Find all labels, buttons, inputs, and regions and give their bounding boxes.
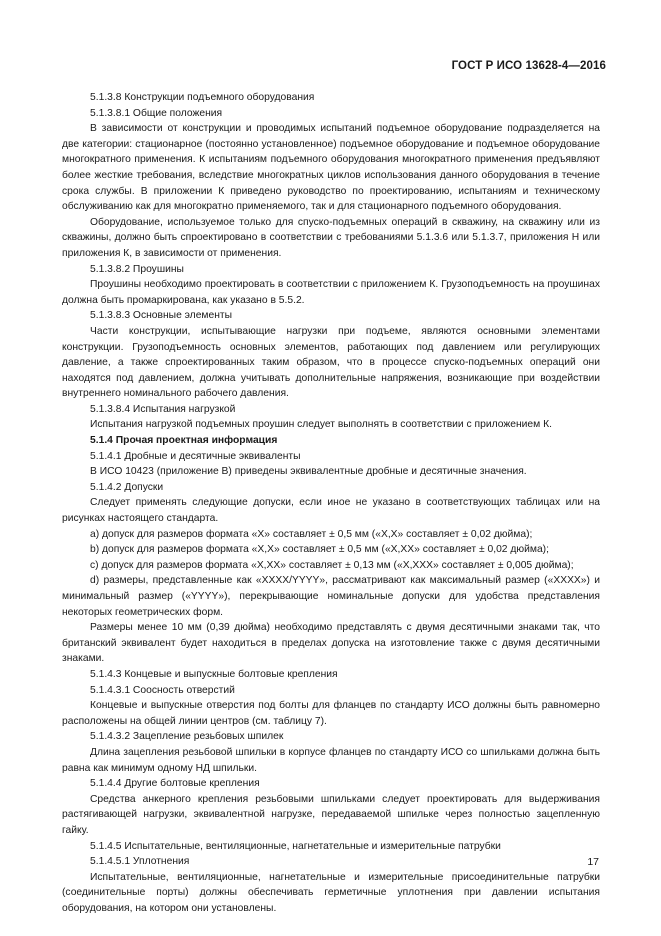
- subsection-heading: 5.1.4.2 Допуски: [90, 481, 164, 493]
- body-paragraph: В ИСО 10423 (приложение В) приведены эквивалентные дробные и десятичные значения.: [90, 466, 527, 478]
- subsection-heading: 5.1.3.8.4 Испытания нагрузкой: [90, 403, 236, 415]
- body-paragraph: Оборудование, используемое только для спуско-подъемных операций в скважину, на скважину или из скважины, должно быть спроектировано в соответствии с требованиями 5.1.3.6 или 5.1.3.7, приложения Н или приложения К, в зависимости от применения.: [62, 216, 600, 259]
- section-heading: 5.1.3.8 Конструкции подъемного оборудования: [90, 92, 315, 103]
- body-paragraph: В зависимости от конструкции и проводимых испытаний подъемное оборудование подразделяется на две категории: стационарное (постоянно установленное) подъемное оборудование и подъемное оборудование многократного применения. К испытаниям подъемного оборудования многократного применения предъявляют более жесткие требования, вследствие многократных циклов использования данного оборудования в течение срока службы. В приложении К приведено руководство по проектированию, испытаниям и техническому обслуживанию как для многократно применяемого, так и для стационарного подъемного оборудования.: [62, 123, 600, 213]
- list-item: d) размеры, представленные как «XXXX/YYYY», рассматривают как максимальный размер («XXXX») и минимальный размер («YYYY»), перекрывающие номинальные допуски для удобства представления некоторых геометрических форм.: [62, 575, 600, 618]
- subsection-heading: 5.1.4.5.1 Уплотнения: [90, 856, 190, 868]
- section-heading-bold: 5.1.4 Прочая проектная информация: [90, 435, 278, 447]
- subsection-heading: 5.1.4.1 Дробные и десятичные эквиваленты: [90, 450, 301, 462]
- subsection-heading: 5.1.4.3.2 Зацепление резьбовых шпилек: [90, 731, 284, 743]
- body-paragraph: Размеры менее 10 мм (0,39 дюйма) необходимо представлять с двумя десятичными знаками так, что британский эквивалент будет находиться в пределах допуска на изготовление также с двумя десятичными знаками.: [62, 622, 600, 665]
- document-body: [62, 90, 600, 916]
- subsection-heading: 5.1.3.8.1 Общие положения: [90, 107, 223, 119]
- body-paragraph: Следует применять следующие допуски, если иное не указано в соответствующих таблицах или на рисунках настоящего стандарта.: [62, 497, 600, 525]
- subsection-heading: 5.1.4.4 Другие болтовые крепления: [90, 778, 260, 790]
- list-item: c) допуск для размеров формата «X,XX» составляет ± 0,13 мм («X,XXX» составляет ± 0,005 дюйма);: [90, 559, 574, 571]
- page-number: 17: [587, 856, 599, 868]
- subsection-heading: 5.1.3.8.3 Основные элементы: [90, 310, 233, 322]
- subsection-heading: 5.1.4.3 Концевые и выпускные болтовые крепления: [90, 668, 338, 680]
- subsection-heading: 5.1.3.8.2 Проушины: [90, 263, 184, 275]
- body-paragraph: Длина зацепления резьбовой шпильки в корпусе фланцев по стандарту ИСО со шпильками должна быть равна как минимум одному НД шпильки.: [62, 746, 600, 774]
- subsection-heading: 5.1.4.5 Испытательные, вентиляционные, нагнетательные и измерительные патрубки: [90, 840, 501, 852]
- body-paragraph: Концевые и выпускные отверстия под болты для фланцев по стандарту ИСО должны быть равномерно расположены на общей линии центров (см. таблицу 7).: [62, 700, 600, 727]
- document-header: ГОСТ Р ИСО 13628-4—2016: [451, 60, 606, 72]
- list-item: b) допуск для размеров формата «X,X» составляет ± 0,5 мм («X,XX» составляет ± 0,02 дюйма);: [90, 544, 549, 556]
- subsection-heading: 5.1.4.3.1 Соосность отверстий: [90, 684, 235, 696]
- body-paragraph: Испытания нагрузкой подъемных проушин следует выполнять в соответствии с приложением К.: [90, 419, 552, 431]
- body-paragraph: Испытательные, вентиляционные, нагнетательные и измерительные присоединительные патрубки (соединительные порты) должны обеспечивать герметичные уплотнения при давлении испытания оборудования, на котором они установлены.: [62, 871, 600, 914]
- body-paragraph: Части конструкции, испытывающие нагрузки при подъеме, являются основными элементами конструкции. Грузоподъемность основных элементов, работающих под давлением или регулирующих давление, а также спроектированных таким образом, что в процессе спуско-подъемных операций они находятся под давлением, должна учитывать дополнительные напряжения, возникающие при воздействии внутреннего номинального рабочего давления.: [62, 325, 600, 400]
- body-paragraph: Средства анкерного крепления резьбовыми шпильками следует проектировать для выдерживания растягивающей нагрузки, эквивалентной нагрузке, передаваемой шпильке через полностью зацепленную гайку.: [62, 793, 600, 836]
- list-item: a) допуск для размеров формата «X» составляет ± 0,5 мм («X,X» составляет ± 0,02 дюйма);: [90, 528, 533, 540]
- body-paragraph: Проушины необходимо проектировать в соответствии с приложением К. Грузоподъемность на проушинах должна быть промаркирована, как указано в 5.5.2.: [62, 279, 600, 306]
